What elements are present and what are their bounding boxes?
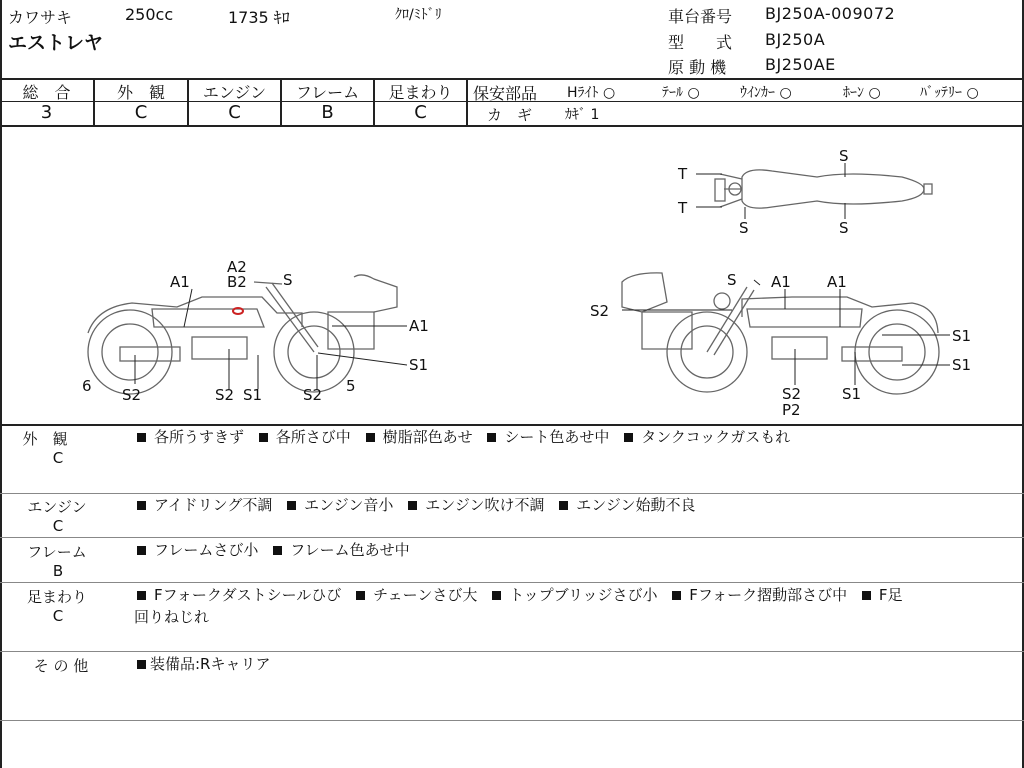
note: 装備品:Rキャリア	[150, 655, 271, 673]
bike-top-view	[715, 170, 932, 208]
label-left-s: S	[283, 271, 293, 289]
mileage: 1735 ｷﾛ	[228, 8, 290, 27]
label-left-s1-wheel: S1	[409, 356, 429, 374]
color: ｸﾛ/ﾐﾄﾞﾘ	[395, 7, 442, 23]
section-exterior-label: 外 観	[22, 430, 68, 448]
frame-no-label: 車台番号	[668, 7, 733, 26]
label-left-s2-a: S2	[122, 386, 142, 404]
label-top-t1: T	[678, 165, 688, 183]
safety-battery: ﾊﾞｯﾃﾘｰ ○	[920, 85, 979, 101]
key-label: カ ギ	[487, 106, 533, 124]
label-left-5: 5	[346, 377, 356, 395]
grade-exterior: C	[134, 102, 148, 123]
type-label: 型 式	[668, 33, 733, 52]
safety-tail: ﾃｰﾙ ○	[662, 85, 700, 101]
note-continued: 回りねじれ	[134, 608, 210, 626]
label-right-s2-bottom: S2	[782, 385, 802, 403]
note: エンジン音小	[304, 496, 394, 514]
model-name: エストレヤ	[8, 32, 104, 54]
safety-headlight: Hﾗｲﾄ ○	[567, 85, 616, 101]
note: エンジン吹け不調	[425, 496, 545, 514]
note: F足	[878, 586, 903, 604]
section-suspension-grade: C	[52, 607, 64, 625]
label-top-s2: S	[739, 219, 749, 237]
grade-suspension: C	[414, 102, 427, 123]
grade-frame: B	[321, 102, 334, 123]
damage-marker	[233, 308, 243, 314]
label-right-s2: S2	[590, 302, 610, 320]
section-engine-label: エンジン	[27, 498, 87, 516]
note: Fフォークダストシールひび	[154, 586, 342, 604]
section-exterior-notes	[137, 426, 790, 448]
label-right-a1-b: A1	[827, 273, 847, 291]
label-right-s1-a: S1	[952, 327, 972, 345]
label-top-s1: S	[839, 147, 849, 165]
label-left-a1-rear: A1	[409, 317, 429, 335]
note: Fフォーク摺動部さび中	[689, 586, 848, 604]
grade-label-overall: 総 合	[22, 83, 71, 102]
note: フレームさび小	[154, 541, 259, 559]
note: タンクコックガスもれ	[641, 428, 791, 446]
grade-engine: C	[228, 102, 241, 123]
bike-right-side-view	[622, 273, 939, 394]
divider-sec4	[0, 651, 1024, 652]
grade-label-engine: エンジン	[202, 83, 267, 102]
label-right-s1-bottom: S1	[842, 385, 862, 403]
grade-label-exterior: 外 観	[116, 83, 165, 102]
label-right-s1-b: S1	[952, 356, 972, 374]
section-frame-label: フレーム	[27, 543, 87, 561]
note: トップブリッジさび小	[509, 586, 658, 604]
type-value: BJ250A	[765, 30, 826, 49]
engine-label: 原 動 機	[668, 58, 727, 77]
divider-sec2	[0, 537, 1024, 538]
label-left-b2: B2	[227, 273, 247, 291]
grade-label-suspension: 足まわり	[388, 83, 453, 102]
note: 各所うすきず	[154, 428, 245, 446]
section-other-notes	[137, 653, 270, 675]
divider-sec3	[0, 582, 1024, 583]
label-right-p2: P2	[782, 401, 801, 419]
note: 各所さび中	[275, 428, 351, 446]
section-frame-notes	[137, 539, 410, 561]
section-other-label: そ の 他	[33, 657, 89, 675]
section-suspension-label: 足まわり	[26, 588, 87, 606]
label-right-a1-a: A1	[771, 273, 791, 291]
label-left-a1-seat: A1	[170, 273, 190, 291]
note: 樹脂部色あせ	[382, 428, 473, 446]
note: エンジン始動不良	[576, 496, 696, 514]
label-left-s1: S1	[243, 386, 263, 404]
displacement: 250cc	[125, 5, 174, 24]
note: アイドリング不調	[154, 496, 273, 514]
safety-winker: ｳｲﾝｶｰ ○	[740, 85, 792, 101]
section-suspension-notes	[134, 584, 903, 628]
frame-no: BJ250A-009072	[765, 4, 896, 23]
key-value: ｶｷﾞ 1	[565, 107, 600, 123]
label-left-a2: A2	[227, 258, 247, 276]
section-engine-notes	[137, 494, 696, 516]
damage-diagram	[2, 127, 1022, 423]
label-right-s: S	[727, 271, 737, 289]
note: シート色あせ中	[504, 428, 610, 446]
grade-label-frame: フレーム	[295, 83, 360, 102]
note: フレーム色あせ中	[290, 541, 410, 559]
safety-label: 保安部品	[473, 84, 538, 103]
label-left-s2-b: S2	[215, 386, 235, 404]
grade-overall: 3	[40, 102, 53, 123]
maker: カワサキ	[8, 8, 73, 27]
label-left-6: 6	[82, 377, 92, 395]
grade-sep-5	[466, 78, 468, 126]
section-engine-grade: C	[52, 517, 64, 535]
label-top-s3: S	[839, 219, 849, 237]
divider-sec5	[0, 720, 1024, 721]
label-top-t2: T	[678, 199, 688, 217]
note: チェーンさび大	[373, 586, 478, 604]
engine-value: BJ250AE	[765, 55, 836, 74]
section-exterior-grade: C	[52, 449, 64, 467]
safety-horn: ﾎｰﾝ ○	[843, 85, 881, 101]
section-frame-grade: B	[52, 562, 64, 580]
label-left-s2-c: S2	[303, 386, 323, 404]
